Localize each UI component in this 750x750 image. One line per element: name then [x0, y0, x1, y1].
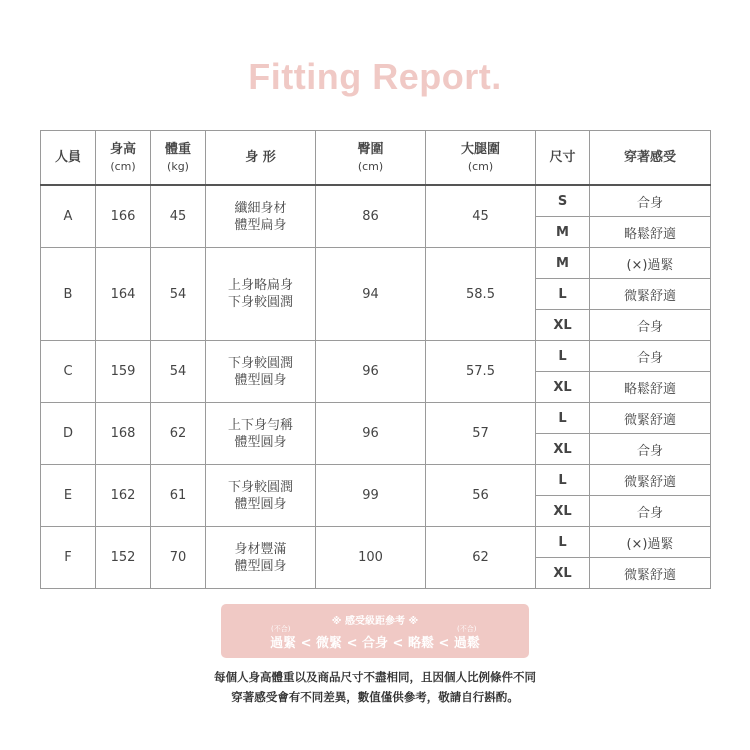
cell-shape: [206, 341, 316, 403]
table-row: [41, 341, 711, 372]
cell-size: L: [536, 341, 590, 372]
cell-feel: 略鬆舒適: [590, 372, 711, 403]
cell-person: E: [41, 465, 96, 527]
cell-size: L: [536, 403, 590, 434]
cell-size: XL: [536, 372, 590, 403]
cell-size: M: [536, 217, 590, 248]
header-thigh: 大腿圍 (cm): [426, 131, 536, 186]
cell-shape: [206, 465, 316, 527]
cell-height: 152: [96, 527, 151, 589]
cell-person: F: [41, 527, 96, 589]
table-row: [41, 527, 711, 558]
table-row: [41, 465, 711, 496]
cell-person: B: [41, 248, 96, 341]
cell-height: 168: [96, 403, 151, 465]
cell-thigh: 57: [426, 403, 536, 465]
cell-feel: 合身: [590, 341, 711, 372]
shape-line: 體型扁身: [234, 217, 287, 233]
legend-scale: 過緊 < 微緊 < 合身 < 略鬆 < 過鬆: [270, 636, 480, 651]
table-header-row: [41, 131, 711, 186]
cell-height: 166: [96, 185, 151, 248]
cell-feel: 略鬆舒適: [590, 217, 711, 248]
cell-size: L: [536, 465, 590, 496]
cell-feel: 合身: [590, 310, 711, 341]
cell-size: L: [536, 279, 590, 310]
cell-height: 164: [96, 248, 151, 341]
shape-line: 體型圓身: [234, 372, 287, 388]
cell-thigh: 45: [426, 185, 536, 248]
header-shape: 身 形: [206, 131, 316, 186]
cell-feel: 微緊舒適: [590, 279, 711, 310]
cell-shape: [206, 403, 316, 465]
cell-hip: 86: [316, 185, 426, 248]
table-row: [41, 185, 711, 217]
shape-line: 下身較圓潤: [227, 355, 293, 371]
cell-shape: [206, 248, 316, 341]
cell-hip: 96: [316, 341, 426, 403]
table-body: [41, 185, 711, 589]
disclaimer-line-2: 穿著感受會有不同差異，數值僅供參考，敬請自行斟酌。: [231, 690, 519, 704]
cell-feel: 微緊舒適: [590, 403, 711, 434]
cell-shape: [206, 185, 316, 248]
cell-hip: 94: [316, 248, 426, 341]
cell-thigh: 58.5: [426, 248, 536, 341]
shape-line: 體型圓身: [234, 434, 287, 450]
cell-size: M: [536, 248, 590, 279]
cell-weight: 70: [151, 527, 206, 589]
cell-hip: 100: [316, 527, 426, 589]
legend-heading: ※ 感受級距參考 ※: [331, 616, 419, 627]
cell-hip: 99: [316, 465, 426, 527]
header-size: 尺寸: [536, 131, 590, 186]
shape-line: 體型圓身: [234, 558, 287, 574]
fit-scale-legend: [221, 604, 529, 658]
shape-line: 下身較圓潤: [227, 479, 293, 495]
cell-weight: 62: [151, 403, 206, 465]
cell-hip: 96: [316, 403, 426, 465]
cell-feel: 微緊舒適: [590, 558, 711, 589]
shape-line: 上身略扁身: [227, 278, 293, 293]
legend-note-right: (不合): [457, 625, 477, 633]
cell-thigh: 62: [426, 527, 536, 589]
cell-thigh: 57.5: [426, 341, 536, 403]
cell-thigh: 56: [426, 465, 536, 527]
cell-size: XL: [536, 558, 590, 589]
cell-height: 162: [96, 465, 151, 527]
shape-line: 纖細身材: [234, 200, 287, 216]
cell-person: D: [41, 403, 96, 465]
cell-feel: 合身: [590, 185, 711, 217]
cell-feel: 微緊舒適: [590, 465, 711, 496]
disclaimer-line-1: 每個人身高體重以及商品尺寸不盡相同，且因個人比例條件不同: [214, 670, 536, 684]
shape-line: 身材豐滿: [234, 541, 287, 557]
header-feel: 穿著感受: [590, 131, 711, 186]
legend-note-left: (不合): [271, 625, 291, 633]
cell-size: XL: [536, 434, 590, 465]
shape-line: 下身較圓潤: [227, 295, 293, 310]
header-height: 身高 (cm): [96, 131, 151, 186]
cell-height: 159: [96, 341, 151, 403]
cell-weight: 54: [151, 248, 206, 341]
header-person: 人員: [41, 131, 96, 186]
cell-weight: 54: [151, 341, 206, 403]
cell-person: C: [41, 341, 96, 403]
table-row: [41, 403, 711, 434]
cell-shape: [206, 527, 316, 589]
cell-size: XL: [536, 496, 590, 527]
cell-feel: (×)過緊: [590, 248, 711, 279]
cell-size: L: [536, 527, 590, 558]
fitting-table: [40, 130, 711, 589]
cell-weight: 45: [151, 185, 206, 248]
header-hip: 臀圍 (cm): [316, 131, 426, 186]
shape-line: 上下身勻稱: [227, 417, 293, 433]
cell-person: A: [41, 185, 96, 248]
cell-feel: 合身: [590, 434, 711, 465]
header-weight: 體重 (kg): [151, 131, 206, 186]
shape-line: 體型圓身: [234, 496, 287, 512]
cell-size: XL: [536, 310, 590, 341]
table-row: [41, 248, 711, 279]
cell-feel: (×)過緊: [590, 527, 711, 558]
report-title: Fitting Report.: [248, 56, 502, 97]
cell-size: S: [536, 185, 590, 217]
cell-feel: 合身: [590, 496, 711, 527]
cell-weight: 61: [151, 465, 206, 527]
